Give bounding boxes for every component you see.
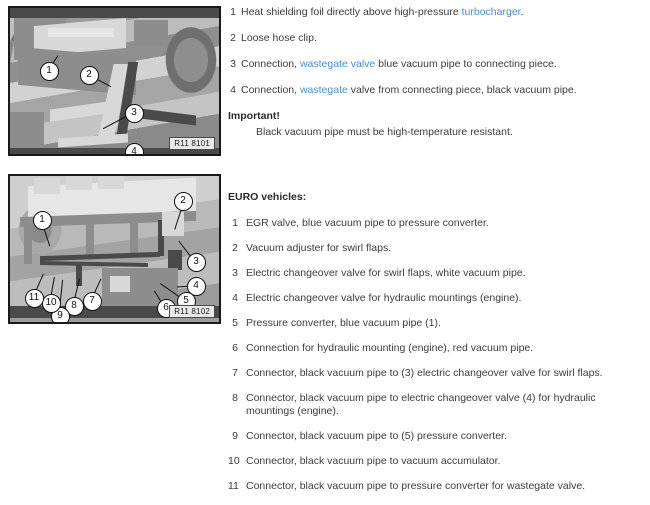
text-run: valve from connecting piece, black vacuum pipe. — [347, 84, 577, 96]
figure2-callout-1: 1 — [33, 211, 52, 230]
list-item — [228, 392, 646, 418]
figure-callout-3: 3 — [125, 104, 144, 123]
text-run: . — [520, 6, 524, 18]
figure-turbocharger-vacuum-pipes — [8, 6, 221, 156]
list-item-text: Electric changeover valve for swirl flaps, white vacuum pipe. — [246, 267, 526, 279]
figure2-callout-2: 2 — [174, 192, 193, 211]
figure2-callout-9: 9 — [51, 307, 70, 325]
list-item-number: 1 — [232, 217, 238, 229]
list-item — [228, 317, 646, 330]
figure2-callout-3: 3 — [187, 253, 206, 272]
list-item — [228, 6, 646, 19]
list-item-number: 4 — [232, 292, 238, 304]
euro-vehicles-section — [228, 191, 646, 493]
list-item-text — [241, 84, 646, 97]
figure-callout-4: 4 — [125, 143, 144, 157]
list-item-text: EGR valve, blue vacuum pipe to pressure converter. — [246, 217, 489, 229]
list-item-number: 3 — [232, 267, 238, 279]
list-item-text: Connector, black vacuum pipe to electric changeover valve (4) for hydraulic mountings (engine). — [246, 392, 596, 417]
list-item — [228, 480, 646, 493]
figure-callout-2: 2 — [80, 66, 99, 85]
list-item — [228, 455, 646, 468]
figure2-callout-11: 11 — [25, 289, 44, 308]
list-item-number: 3 — [230, 58, 236, 70]
list-item-number: 10 — [228, 455, 240, 467]
list-item — [228, 217, 646, 230]
list-item-text: Connection for hydraulic mounting (engine), red vacuum pipe. — [246, 342, 534, 354]
list-item-number: 6 — [232, 342, 238, 354]
text-run: blue vacuum pipe to connecting piece. — [375, 58, 557, 70]
list-item — [228, 342, 646, 355]
list-item-number: 1 — [230, 6, 236, 18]
list-item-text: Connector, black vacuum pipe to (5) pressure converter. — [246, 430, 507, 442]
text-run: Connection, — [241, 84, 300, 96]
figure2-callout-10: 10 — [42, 294, 61, 313]
important-heading: Important! — [228, 110, 280, 122]
list-item — [228, 267, 646, 280]
list-item-number: 2 — [230, 32, 236, 44]
figure-callout-1: 1 — [40, 62, 59, 81]
figure-id-plate: R11 8102 — [169, 305, 215, 318]
list-item-number: 2 — [232, 242, 238, 254]
list-item-number: 8 — [232, 392, 238, 404]
figure-euro-vacuum-pipes — [8, 174, 221, 324]
list-item-text: Connector, black vacuum pipe to vacuum accumulator. — [246, 455, 501, 467]
figure2-callout-4: 4 — [187, 277, 206, 296]
list-item — [228, 292, 646, 305]
figure-column — [8, 6, 221, 324]
list-item-number: 9 — [232, 430, 238, 442]
list-item — [228, 32, 646, 45]
list-item-text: Pressure converter, blue vacuum pipe (1). — [246, 317, 441, 329]
list-item-number: 4 — [230, 84, 236, 96]
wastegate-link[interactable]: wastegate — [299, 84, 348, 96]
figure2-callout-8: 8 — [65, 297, 84, 316]
list-item-text: Vacuum adjuster for swirl flaps. — [246, 242, 392, 254]
euro-vehicles-heading: EURO vehicles: — [228, 191, 307, 203]
text-run: Loose hose clip. — [241, 32, 317, 44]
list-item-text: Electric changeover valve for hydraulic mountings (engine). — [246, 292, 522, 304]
important-text: Black vacuum pipe must be high-temperature resistant. — [256, 126, 513, 138]
list-item-text: Connector, black vacuum pipe to pressure converter for wastegate valve. — [246, 480, 586, 492]
instruction-list-euro — [228, 217, 646, 493]
list-item — [228, 84, 646, 97]
text-run: Connection, — [241, 58, 300, 70]
figure2-callout-5: 5 — [177, 292, 196, 311]
wastegate-valve-link[interactable]: wastegate valve — [299, 58, 376, 70]
figure-id-plate: R11 8101 — [169, 137, 215, 150]
list-item — [228, 242, 646, 255]
list-item-number: 5 — [232, 317, 238, 329]
list-item-text — [241, 32, 646, 45]
text-run: Heat shielding foil directly above high-pressure — [241, 6, 462, 18]
engine-bay-photo-1 — [10, 8, 219, 154]
list-item-text — [241, 6, 646, 19]
figure2-callout-6: 6 — [157, 299, 176, 318]
list-item-text: Connector, black vacuum pipe to (3) electric changeover valve for swirl flaps. — [246, 367, 603, 379]
turbocharger-link[interactable]: turbocharger — [461, 6, 521, 18]
list-item — [228, 430, 646, 443]
list-item-number: 11 — [228, 480, 239, 492]
instructions-column — [228, 6, 646, 505]
list-item — [228, 58, 646, 71]
instruction-list-turbocharger — [228, 6, 646, 97]
list-item — [228, 367, 646, 380]
list-item-text — [241, 58, 646, 71]
figure2-callout-7: 7 — [83, 292, 102, 311]
list-item-number: 7 — [232, 367, 238, 379]
